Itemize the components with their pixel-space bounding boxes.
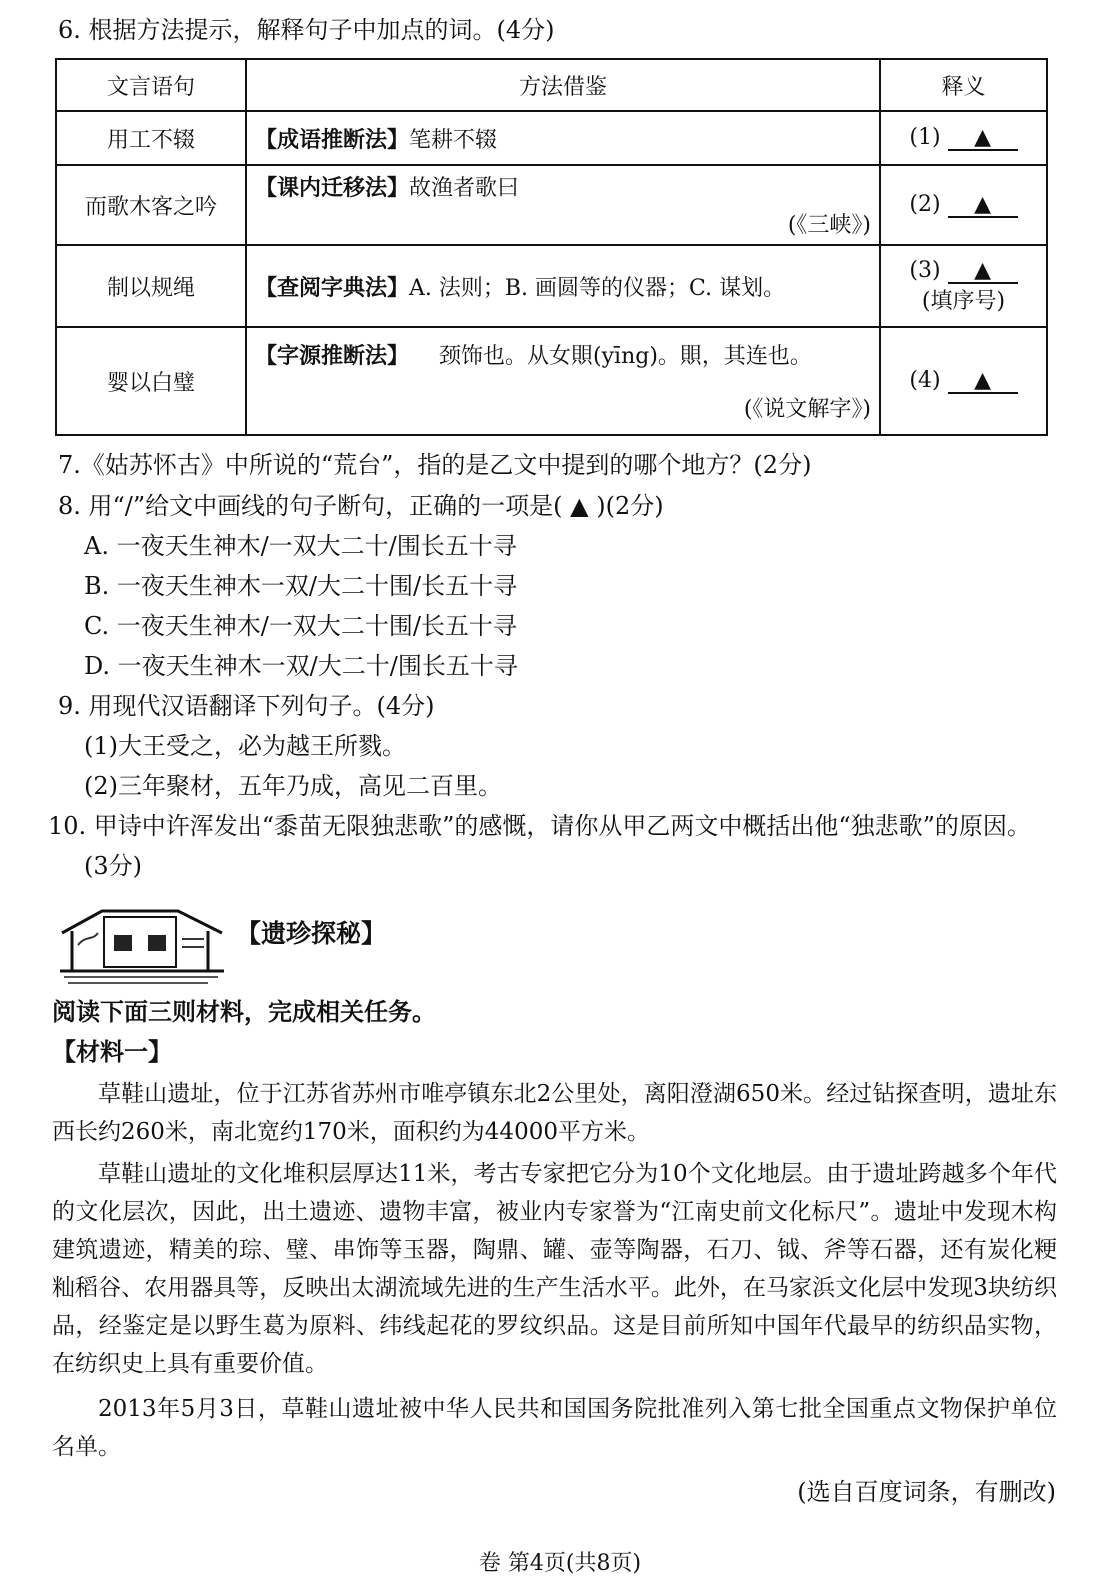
page-footer: 卷 第4页(共8页) xyxy=(478,1551,642,1576)
header-method: 方法借鉴 xyxy=(246,59,880,111)
answer-blank: ▲ xyxy=(948,370,1018,394)
q9-item-1: (1)大王受之，必为越王所戮。 xyxy=(84,732,406,760)
answer-label: (1) xyxy=(909,125,941,150)
table-row xyxy=(56,245,1047,327)
section-instruction: 阅读下面三则材料，完成相关任务。 xyxy=(52,998,436,1026)
header-sentence: 文言语句 xyxy=(56,59,246,111)
answer-cell xyxy=(880,327,1047,435)
q10-stem: 10. 甲诗中许浑发出“黍苗无限独悲歌”的感慨，请你从甲乙两文中概括出他“独悲歌”的原因。 xyxy=(48,812,1031,840)
material-paragraph-3: 2013年5月3日，草鞋山遗址被中华人民共和国国务院批准列入第七批全国重点文物保护单位名单。 xyxy=(52,1396,1057,1460)
sentence-cell: 而歌木客之吟 xyxy=(56,165,246,245)
method-text: 故渔者歌曰 xyxy=(409,176,520,201)
sentence-cell: 制以规绳 xyxy=(56,245,246,327)
table-row xyxy=(56,111,1047,165)
method-tag: 【成语推断法】 xyxy=(255,127,410,153)
method-table xyxy=(55,58,1048,436)
q8-stem: 8. 用“/”给文中画线的句子断句，正确的一项是( ▲ )(2分) xyxy=(58,492,664,520)
method-tag: 【课内迁移法】 xyxy=(255,176,410,201)
method-source: (《三峡》) xyxy=(787,213,871,238)
answer-cell xyxy=(880,165,1047,245)
sentence-cell: 用工不辍 xyxy=(56,111,246,165)
q10-points: (3分) xyxy=(84,852,142,880)
answer-label: (3) xyxy=(909,257,941,283)
answer-note: (填序号) xyxy=(921,288,1006,314)
q8-option-d: D. 一夜天生神木一双/大二十/围长五十寻 xyxy=(84,652,518,680)
method-text: 颈饰也。从女賏(yīng)。賏，其连也。 xyxy=(439,344,812,369)
table-row xyxy=(56,165,1047,245)
method-source: (《说文解字》) xyxy=(743,397,871,422)
method-cell xyxy=(246,327,880,435)
answer-blank: ▲ xyxy=(948,194,1018,218)
sentence-cell: 婴以白璧 xyxy=(56,327,246,435)
answer-label: (4) xyxy=(909,368,941,393)
method-text: A. 法则；B. 画圆等的仪器；C. 谋划。 xyxy=(409,275,786,301)
material-label: 【材料一】 xyxy=(52,1038,172,1066)
method-cell xyxy=(246,111,880,165)
answer-cell xyxy=(880,245,1047,327)
section-title: 【遗珍探秘】 xyxy=(236,919,387,948)
table-row xyxy=(56,327,1047,435)
material-paragraph-1: 草鞋山遗址，位于江苏省苏州市唯亭镇东北2公里处，离阳澄湖650米。经过钻探查明，遗址东西长约260米，南北宽约170米，面积约为44000平方米。 xyxy=(52,1081,1057,1145)
method-text: 笔耕不辍 xyxy=(409,127,498,153)
header-meaning: 释义 xyxy=(880,59,1047,111)
material-paragraph-2: 草鞋山遗址的文化堆积层厚达11米，考古专家把它分为10个文化地层。由于遗址跨越多个年代的文化层次，因此，出土遗迹、遗物丰富，被业内专家誉为“江南史前文化标尺”。遗址中发现木构建筑遗迹，精美的琮、璧、串饰等玉器，陶鼎、罐、壶等陶器，石刀、钺、斧等石器，还有炭化粳籼稻谷、农用器具等，反映出太湖流域先进的生产生活水平。此外，在马家浜文化层中发现3块纺织品，经鉴定是以野生葛为原料、纬线起花的罗纹织品。这是目前所知中国年代最早的纺织品实物，在纺织史上具有重要价值。 xyxy=(52,1161,1057,1377)
answer-label: (2) xyxy=(909,192,941,217)
answer-cell xyxy=(880,111,1047,165)
answer-blank: ▲ xyxy=(948,127,1018,151)
q9-item-2: (2)三年聚材，五年乃成，高见二百里。 xyxy=(84,772,502,800)
q7-stem: 7.《姑苏怀古》中所说的“荒台”，指的是乙文中提到的哪个地方？(2分) xyxy=(58,451,812,479)
table-header-row xyxy=(56,59,1047,111)
q8-option-c: C. 一夜天生神木/一双大二十围/长五十寻 xyxy=(84,612,517,640)
method-cell xyxy=(246,165,880,245)
q8-option-b: B. 一夜天生神木一双/大二十围/长五十寻 xyxy=(84,572,518,600)
method-cell xyxy=(246,245,880,327)
house-illustration-icon xyxy=(58,905,226,987)
method-tag: 【查阅字典法】 xyxy=(255,275,410,301)
material-source: (选自百度词条，有删改) xyxy=(797,1478,1056,1506)
q9-stem: 9. 用现代汉语翻译下列句子。(4分) xyxy=(58,692,435,720)
method-tag: 【字源推断法】 xyxy=(255,344,410,369)
answer-blank: ▲ xyxy=(948,260,1018,284)
q6-stem: 6. 根据方法提示，解释句子中加点的词。(4分) xyxy=(58,16,555,44)
q8-option-a: A. 一夜天生神木/一双大二十/围长五十寻 xyxy=(84,532,517,560)
